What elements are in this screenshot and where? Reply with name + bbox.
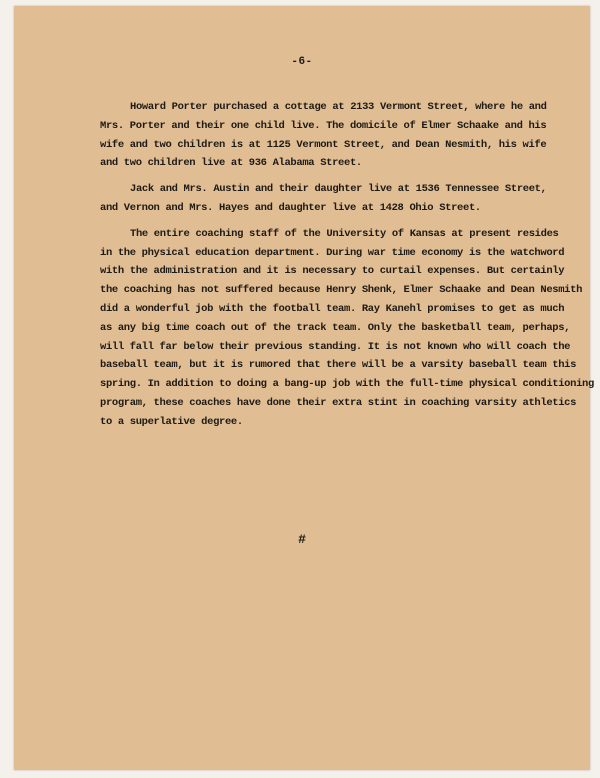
text-line: as any big time coach out of the track team. Only the basketball team, perhaps, (100, 321, 571, 334)
text-line: Mrs. Porter and their one child live. The domicile of Elmer Schaake and his (100, 119, 547, 132)
text-line: Jack and Mrs. Austin and their daughter live at 1536 Tennessee Street, (130, 183, 547, 196)
text-line: in the physical education department. During war time economy is the watchword (100, 246, 565, 259)
text-line: baseball team, but it is rumored that there will be a varsity baseball team this (100, 359, 577, 372)
text-line: spring. In addition to doing a bang-up job with the full-time physical conditioning (100, 378, 594, 391)
document-page (14, 6, 594, 770)
text-line: and two children live at 936 Alabama Street. (100, 157, 362, 170)
text-line: Howard Porter purchased a cottage at 2133 Vermont Street, where he and (130, 101, 547, 113)
paragraph-2 (100, 180, 570, 218)
text-line: will fall far below their previous standing. It is not known who will coach the (100, 340, 571, 353)
text-line: with the administration and it is necessary to curtail expenses. But certainly (100, 265, 565, 278)
text-line: to a superlative degree. (100, 415, 243, 428)
text-line: wife and two children is at 1125 Vermont Street, and Dean Nesmith, his wife (100, 138, 547, 151)
page-number: -6- (291, 56, 313, 68)
end-mark: # (298, 532, 306, 547)
text-line: the coaching has not suffered because Henry Shenk, Elmer Schaake and Dean Nesmith (100, 284, 583, 297)
paragraph-3 (100, 225, 594, 432)
paragraph-1 (100, 98, 570, 173)
body-text (100, 98, 594, 439)
text-line: The entire coaching staff of the University of Kansas at present resides (130, 227, 559, 240)
text-line: program, these coaches have done their extra stint in coaching varsity athletics (100, 396, 577, 409)
text-line: did a wonderful job with the football team. Ray Kanehl promises to get as much (100, 302, 565, 315)
text-line: and Vernon and Mrs. Hayes and daughter live at 1428 Ohio Street. (100, 201, 481, 214)
